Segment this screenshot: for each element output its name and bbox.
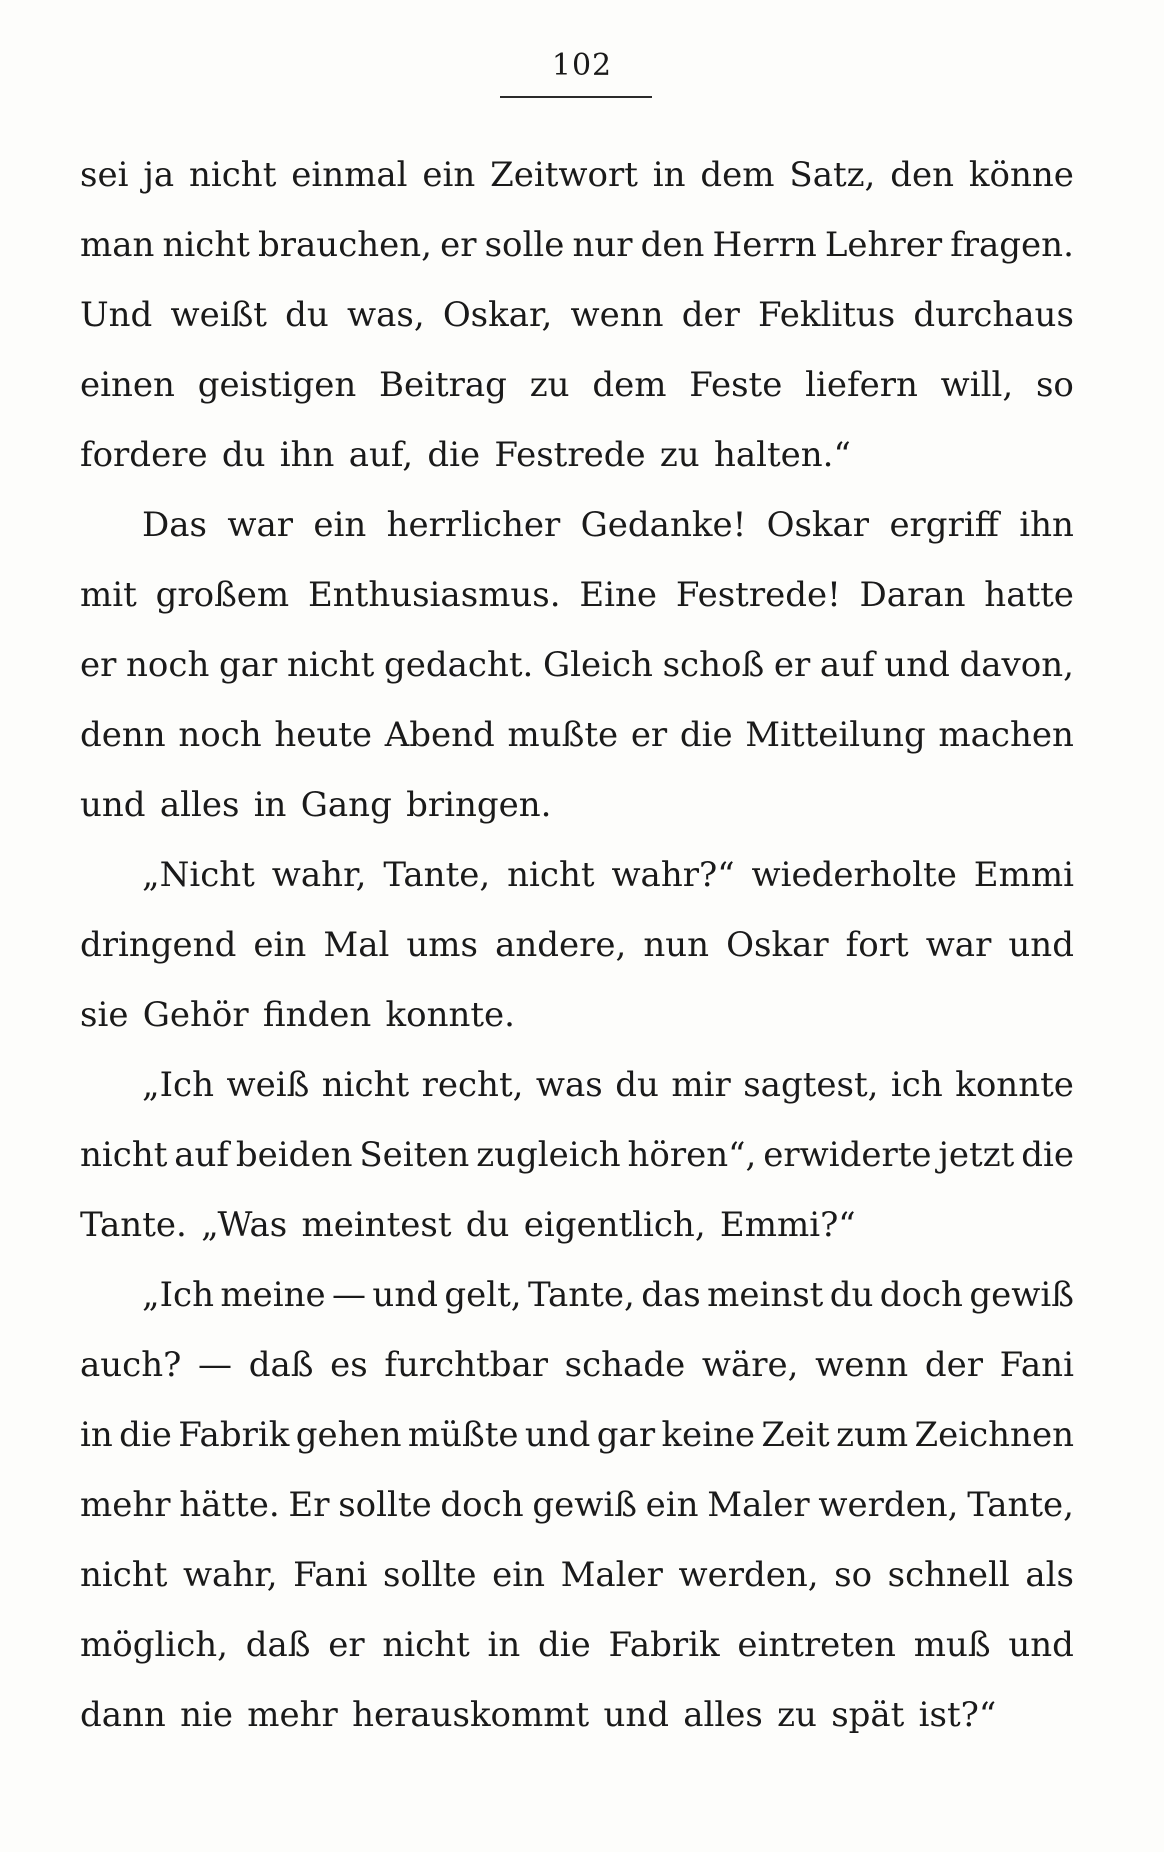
word: werden, [678,1555,819,1595]
text-line [80,1330,1074,1400]
word: er [773,645,811,685]
word: Oskar, [442,295,553,335]
text-line [80,630,1074,700]
word: ein [645,1485,699,1525]
word: wahr, [271,855,367,895]
word: in [652,155,686,195]
word: dem [700,155,775,195]
word: doch [879,1275,963,1315]
word: furchtbar [384,1345,548,1385]
word: Das [142,505,207,545]
word: — [198,1345,233,1385]
text-line [80,1050,1074,1120]
word: sollte [383,1555,477,1595]
word: jetzt [938,1135,1015,1175]
word: du [829,1275,874,1315]
word: zum [836,1415,909,1455]
word: Tante, [528,1275,635,1315]
word: den [640,225,705,265]
word: auf, [348,435,414,475]
word: sei [80,155,129,195]
word: daß [248,1345,314,1385]
word: zugleich [476,1135,621,1175]
word: man [80,225,155,265]
body-text [80,140,1074,1750]
word: ist?“ [918,1695,997,1735]
word: die [538,1625,591,1665]
word: meintest [301,1205,452,1245]
word: nicht [162,225,250,265]
word: gar [219,645,278,685]
word: Maler [560,1555,663,1595]
word: und [1008,1625,1074,1665]
word: dann [80,1695,166,1735]
word: gewiß [969,1275,1074,1315]
word: und [603,1695,669,1735]
word: der [681,295,740,335]
word: das [641,1275,701,1315]
text-line [80,1260,1074,1330]
text-line [80,420,1074,490]
word: die [1021,1135,1074,1175]
word: halten.“ [713,435,851,475]
word: nun [643,925,710,965]
word: Gleich [542,645,653,685]
word: Emmi [973,855,1074,895]
word: geistigen [197,365,357,405]
text-line [80,700,1074,770]
word: in [487,1625,521,1665]
word: zu [529,365,570,405]
word: keine [661,1415,756,1455]
text-line [80,210,1074,280]
paragraph [80,1260,1074,1750]
word: Gang [300,785,392,825]
word: durchaus [913,295,1074,335]
word: gedacht. [383,645,534,685]
word: gehen [295,1415,402,1455]
word: herrlicher [386,505,561,545]
word: „Was [201,1205,288,1245]
word: er [328,1625,365,1665]
word: alles [159,785,240,825]
word: „Ich [142,1065,214,1105]
page-number-rule [500,96,652,98]
word: schade [564,1345,686,1385]
word: in [253,785,287,825]
word: wenn [570,295,664,335]
word: was [535,1065,603,1105]
word: großem [155,575,290,615]
word: Gedanke! [580,505,747,545]
word: nicht [188,155,277,195]
word: hören“, [627,1135,757,1175]
text-line [80,280,1074,350]
word: fragen. [950,225,1074,265]
word: Zeit [761,1415,830,1455]
word: Er [288,1485,330,1525]
word: erwiderte [763,1135,932,1175]
word: sollte [338,1485,432,1525]
word: könne [968,155,1074,195]
word: konnte [955,1065,1074,1105]
word: dem [592,365,667,405]
word: du [221,435,266,475]
word: auf [174,1135,230,1175]
word: Herrn [712,225,817,265]
word: Oskar [726,925,829,965]
word: schoß [662,645,765,685]
word: will, [940,365,1014,405]
word: Maler [707,1485,810,1525]
word: und [80,785,146,825]
word: er [80,645,117,685]
word: wäre, [701,1345,799,1385]
word: er [440,225,477,265]
word: ich [890,1065,943,1105]
text-line [80,1680,1074,1750]
word: Lehrer [824,225,943,265]
word: war [227,505,293,545]
word: du [285,295,329,335]
word: alles [683,1695,763,1735]
word: Eine [579,575,658,615]
word: Gehör [142,995,249,1035]
word: heute [274,715,373,755]
word: Zeitwort [490,155,638,195]
word: Feste [689,365,783,405]
word: was, [347,295,425,335]
word: machen [938,715,1074,755]
word: nicht [286,645,375,685]
word: solle [484,225,565,265]
word: wenn [815,1345,909,1385]
word: einen [80,365,175,405]
word: davon, [959,645,1074,685]
word: Fabrik [608,1625,720,1665]
word: der [924,1345,983,1385]
word: war [925,925,992,965]
text-line [80,1540,1074,1610]
word: wahr?“ [611,855,735,895]
word: die [427,435,481,475]
word: brauchen, [258,225,432,265]
text-line [80,770,1074,840]
text-line [80,1470,1074,1540]
word: Tante, [967,1485,1074,1525]
word: mußte [507,715,619,755]
word: die [119,1415,172,1455]
word: Feklitus [758,295,896,335]
text-line [80,1190,1074,1260]
word: einmal [291,155,408,195]
word: sie [80,995,129,1035]
word: möglich, [80,1625,228,1665]
word: und [372,1275,438,1315]
word: nie [180,1695,234,1735]
word: nicht [382,1625,470,1665]
word: mehr [80,1485,171,1525]
word: auch? [80,1345,182,1385]
word: auf [819,645,875,685]
page-number: 102 [551,48,613,83]
word: werden, [818,1485,959,1525]
word: ergriff [889,505,999,545]
paragraph [80,1050,1074,1260]
word: dringend [80,925,237,965]
word: gar [596,1415,656,1455]
word: Emmi?“ [719,1205,856,1245]
word: die [679,715,733,755]
word: eigentlich, [523,1205,706,1245]
word: Daran [859,575,966,615]
text-line [80,1400,1074,1470]
word: muß [913,1625,991,1665]
word: eintreten [737,1625,896,1665]
text-line [80,980,1074,1050]
word: es [330,1345,368,1385]
word: mir [671,1065,731,1105]
word: ihn [279,435,335,475]
word: weiß [226,1065,310,1105]
word: bringen. [406,785,552,825]
paragraph [80,490,1074,840]
word: sagtest, [743,1065,879,1105]
text-line [80,140,1074,210]
word: so [1035,365,1074,405]
word: daß [245,1625,311,1665]
word: gelt, [444,1275,522,1315]
word: „Ich [142,1275,214,1315]
word: Und [80,295,153,335]
word: nicht [80,1135,168,1175]
paragraph [80,140,1074,490]
word: — [332,1275,367,1315]
word: er [630,715,668,755]
word: Enthusiasmus. [307,575,561,615]
word: andere, [495,925,627,965]
word: zu [777,1695,817,1735]
word: hatte [984,575,1074,615]
word: meine [220,1275,326,1315]
word: Beitrag [379,365,507,405]
text-line [80,1610,1074,1680]
word: liefern [805,365,918,405]
word: Festrede [494,435,646,475]
word: meinst [707,1275,824,1315]
word: Mitteilung [745,715,926,755]
word: finden [262,995,372,1035]
word: nur [572,225,633,265]
word: recht, [421,1065,524,1105]
word: fordere [80,435,208,475]
word: ein [492,1555,545,1595]
word: und [1008,925,1074,965]
word: den [890,155,955,195]
word: Tante, [383,855,491,895]
word: nicht [507,855,595,895]
word: ein [422,155,476,195]
word: du [615,1065,659,1105]
text-line [80,560,1074,630]
word: Festrede! [675,575,841,615]
word: hätte. [179,1485,280,1525]
word: fort [845,925,909,965]
paragraph [80,840,1074,1050]
word: denn [80,715,166,755]
word: Mal [323,925,390,965]
word: ein [253,925,307,965]
word: Fani [999,1345,1074,1385]
word: schnell [887,1555,1010,1595]
word: du [465,1205,510,1245]
word: Fani [293,1555,368,1595]
word: Satz, [789,155,876,195]
word: doch [440,1485,524,1525]
word: noch [126,645,210,685]
word: in [80,1415,113,1455]
word: weißt [170,295,267,335]
word: Oskar [766,505,870,545]
text-line [80,840,1074,910]
text-line [80,350,1074,420]
word: ein [313,505,367,545]
word: Fabrik [178,1415,290,1455]
word: spät [831,1695,905,1735]
word: ums [406,925,478,965]
word: „Nicht [142,855,255,895]
word: mit [80,575,137,615]
word: beiden [235,1135,353,1175]
word: ihn [1019,505,1074,545]
word: und [884,645,950,685]
word: herauskommt [352,1695,590,1735]
word: Abend [384,715,495,755]
word: noch [178,715,262,755]
word: mehr [247,1695,338,1735]
word: Tante. [80,1205,187,1245]
word: als [1025,1555,1074,1595]
word: zu [659,435,700,475]
word: so [834,1555,873,1595]
word: nicht [80,1555,168,1595]
word: ja [143,155,175,195]
word: Zeichnen [914,1415,1074,1455]
word: konnte. [385,995,515,1035]
word: und [524,1415,591,1455]
text-line [80,490,1074,560]
word: wahr, [182,1555,278,1595]
word: müßte [407,1415,519,1455]
word: wiederholte [751,855,957,895]
word: nicht [321,1065,410,1105]
word: Seiten [359,1135,470,1175]
text-line [80,1120,1074,1190]
text-line [80,910,1074,980]
word: gewiß [532,1485,637,1525]
